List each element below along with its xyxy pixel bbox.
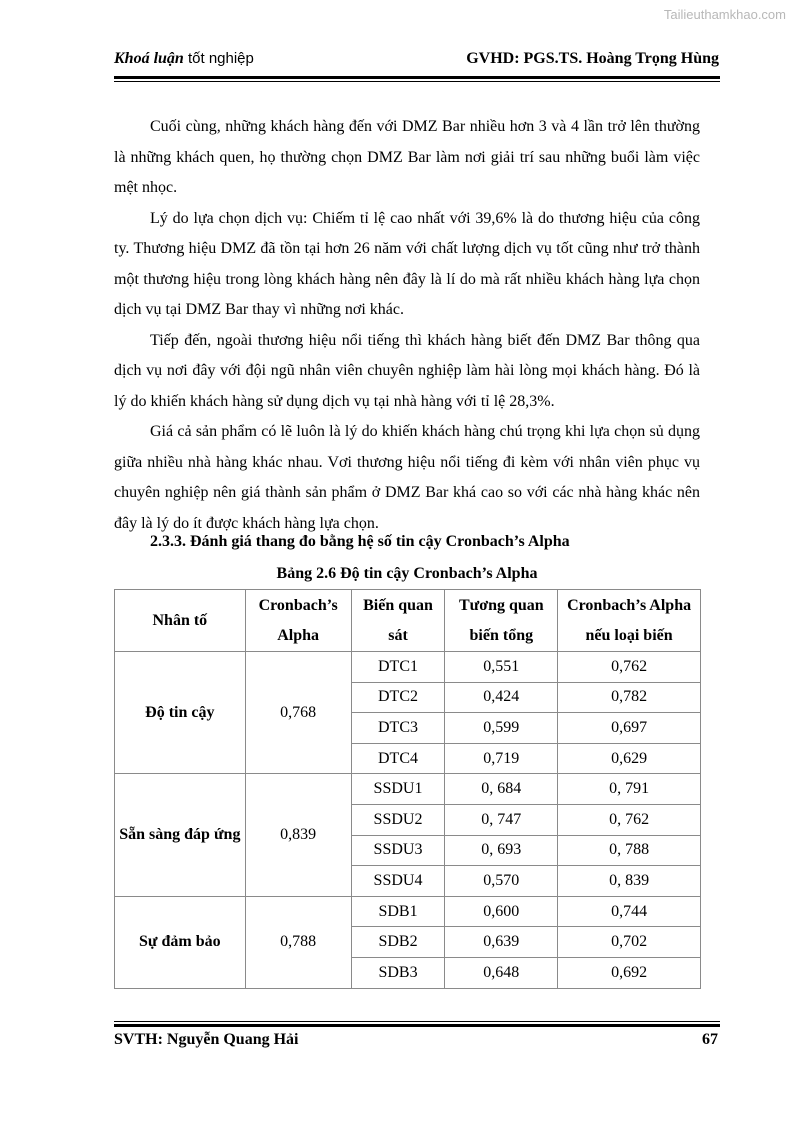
- factor-cell: Độ tin cậy: [115, 652, 246, 774]
- paragraph: Cuối cùng, những khách hàng đến với DMZ Bar nhiều hơn 3 và 4 lần trở lên thường là những khách quen, họ thường chọn DMZ Bar làm nơi giải trí sau những buổi làm việc mệt nhọc.: [114, 118, 700, 196]
- alpha-if-deleted-cell: 0,629: [558, 743, 701, 774]
- table-row: [115, 896, 701, 927]
- correlation-cell: 0,551: [445, 652, 558, 683]
- header-item-total-correlation: Tương quan biến tổng: [445, 590, 558, 652]
- table-row: [115, 652, 701, 683]
- variable-cell: SDB2: [351, 927, 445, 958]
- correlation-cell: 0, 747: [445, 804, 558, 835]
- alpha-if-deleted-cell: 0,744: [558, 896, 701, 927]
- footer-rule-thick: [114, 1024, 720, 1027]
- header-advisor: GVHD: PGS.TS. Hoàng Trọng Hùng: [466, 50, 719, 67]
- section-heading: 2.3.3. Đánh giá thang đo bằng hệ số tin cậy Cronbach’s Alpha: [150, 533, 570, 550]
- correlation-cell: 0,570: [445, 866, 558, 897]
- paragraph: Giá cả sản phẩm có lẽ luôn là lý do khiến khách hàng chú trọng khi lựa chọn sủ dụng giữa nhiều nhà hàng khác nhau. Vơi thương hiệu nổi tiếng đi kèm với nhân viên phục vụ chuyên nghiệp nên giá thành sản phẩm ở DMZ Bar khá cao so với các nhà hàng khác nên đây là lý do ít được khách hàng lựa chọn.: [114, 423, 700, 532]
- correlation-cell: 0, 693: [445, 835, 558, 866]
- alpha-cell: 0,768: [245, 652, 351, 774]
- alpha-if-deleted-cell: 0, 762: [558, 804, 701, 835]
- correlation-cell: 0,648: [445, 957, 558, 988]
- correlation-cell: 0,639: [445, 927, 558, 958]
- header-left-italic: Khoá luận: [114, 50, 184, 67]
- footer-author: SVTH: Nguyễn Quang Hải: [114, 1031, 299, 1048]
- alpha-if-deleted-cell: 0,762: [558, 652, 701, 683]
- factor-cell: Sẵn sàng đáp ứng: [115, 774, 246, 896]
- variable-cell: DTC3: [351, 713, 445, 744]
- header-alpha: Cronbach’s Alpha: [245, 590, 351, 652]
- correlation-cell: 0,424: [445, 682, 558, 713]
- alpha-if-deleted-cell: 0,702: [558, 927, 701, 958]
- footer-rule-thin: [114, 1021, 720, 1022]
- alpha-if-deleted-cell: 0,692: [558, 957, 701, 988]
- alpha-if-deleted-cell: 0,782: [558, 682, 701, 713]
- variable-cell: SSDU1: [351, 774, 445, 805]
- page-header: [114, 50, 719, 72]
- variable-cell: SDB3: [351, 957, 445, 988]
- header-left: [114, 50, 254, 68]
- variable-cell: SSDU2: [351, 804, 445, 835]
- paragraph: Tiếp đến, ngoài thương hiệu nổi tiếng thì khách hàng biết đến DMZ Bar thông qua dịch vụ nơi đây với đội ngũ nhân viên chuyên nghiệp làm hài lòng mọi khách hàng. Đó là lý do khiến khách hàng sử dụng dịch vụ tại nhà hàng với tỉ lệ 28,3%.: [114, 331, 700, 410]
- table-row: [115, 774, 701, 805]
- header-rule-thin: [114, 81, 720, 82]
- watermark: Tailieuthamkhao.com: [663, 7, 786, 22]
- variable-cell: SSDU4: [351, 866, 445, 897]
- alpha-if-deleted-cell: 0, 791: [558, 774, 701, 805]
- page-number: 67: [702, 1031, 718, 1048]
- table-caption: Bảng 2.6 Độ tin cậy Cronbach’s Alpha: [276, 565, 538, 582]
- alpha-cell: 0,839: [245, 774, 351, 896]
- correlation-cell: 0, 684: [445, 774, 558, 805]
- header-left-rest: tốt nghiệp: [183, 50, 254, 67]
- body-text: [114, 112, 700, 539]
- cronbach-table: [114, 589, 701, 989]
- variable-cell: DTC2: [351, 682, 445, 713]
- paragraph: Lý do lựa chọn dịch vụ: Chiếm tỉ lệ cao nhất với 39,6% là do thương hiệu của công ty. Thương hiệu DMZ đã tồn tại hơn 26 năm với chất lượng dịch vụ tốt cũng như trở thành một thương hiệu trong lòng khách hàng nên đây là lí do mà rất nhiều khách hàng lựa chọn dịch vụ tại DMZ Bar thay vì những nơi khác.: [114, 209, 700, 318]
- alpha-if-deleted-cell: 0,697: [558, 713, 701, 744]
- variable-cell: DTC1: [351, 652, 445, 683]
- factor-cell: Sự đảm bảo: [115, 896, 246, 988]
- alpha-if-deleted-cell: 0, 788: [558, 835, 701, 866]
- correlation-cell: 0,600: [445, 896, 558, 927]
- alpha-if-deleted-cell: 0, 839: [558, 866, 701, 897]
- variable-cell: DTC4: [351, 743, 445, 774]
- table-header-row: [115, 590, 701, 652]
- variable-cell: SDB1: [351, 896, 445, 927]
- correlation-cell: 0,719: [445, 743, 558, 774]
- correlation-cell: 0,599: [445, 713, 558, 744]
- alpha-cell: 0,788: [245, 896, 351, 988]
- header-rule-thick: [114, 76, 720, 79]
- header-observed-variable: Biến quan sát: [351, 590, 445, 652]
- header-factor: Nhân tố: [115, 590, 246, 652]
- header-alpha-if-deleted: Cronbach’s Alpha nếu loại biến: [558, 590, 701, 652]
- variable-cell: SSDU3: [351, 835, 445, 866]
